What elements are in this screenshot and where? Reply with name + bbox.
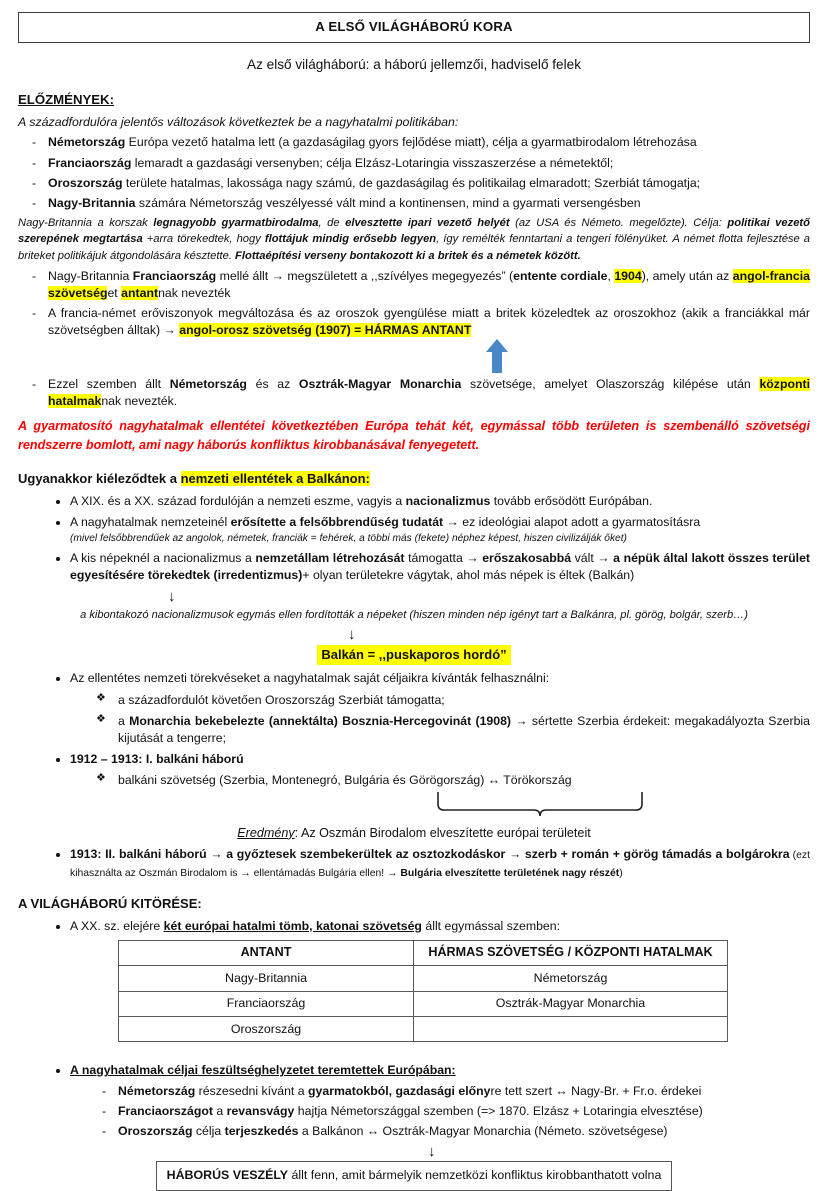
text: et bbox=[107, 286, 122, 301]
text: → ez ideológiai alapot adott a gyarmatosításra bbox=[443, 514, 701, 529]
bold-term: Németország bbox=[118, 1083, 196, 1098]
down-arrow-2: ↓ bbox=[348, 626, 356, 644]
superiority-note: (mivel felsőbbrendűek az angolok, németek, franciák = fehérek, a többi más (fekete) néphez képest, hiszen civilizálják őket) bbox=[70, 532, 627, 544]
bold-term: 1913: II. balkáni háború bbox=[70, 847, 207, 862]
balkan-heading-highlight: nemzeti ellentétek a Balkánon: bbox=[180, 471, 370, 487]
eredmeny-label: Eredmény bbox=[237, 825, 295, 840]
table-header-cell: ANTANT bbox=[119, 940, 414, 966]
note-text: +arra törekedtek, hogy bbox=[142, 233, 265, 246]
balkan-interests-sublist bbox=[84, 692, 810, 748]
list-item bbox=[40, 670, 810, 747]
alliances-table bbox=[118, 940, 728, 1043]
britain-note bbox=[18, 215, 810, 264]
highlight-triple-entente: angol-orosz szövetség (1907) = HÁRMAS ANTANT bbox=[179, 323, 472, 338]
bold-term: entente cordiale bbox=[513, 268, 608, 283]
list-item-entente bbox=[18, 268, 810, 302]
central-powers-list bbox=[18, 376, 810, 410]
text: ) bbox=[619, 867, 623, 879]
text: vált → bbox=[571, 551, 614, 566]
text: állt egymással szemben: bbox=[421, 918, 561, 933]
war1-sublist bbox=[84, 772, 810, 789]
table-cell: Franciaország bbox=[119, 991, 414, 1016]
curly-brace-icon bbox=[436, 790, 648, 822]
list-item bbox=[18, 134, 810, 151]
bold-term: Bulgária elveszítette területének nagy részét bbox=[400, 867, 620, 879]
goals-heading: A nagyhatalmak céljai feszültséghelyzetet teremtettek Európában: bbox=[70, 1063, 456, 1078]
list-item: ❖ balkáni szövetség (Szerbia, Montenegró, Bulgária és Görögország) ↔ Törökország bbox=[84, 772, 810, 789]
bold-term: erősítette a felsőbbrendűség tudatát bbox=[230, 514, 444, 529]
section-heading-kitorese: A VILÁGHÁBORÚ KITÖRÉSE: bbox=[18, 896, 202, 912]
text: re tett szert ↔ Nagy-Br. + Fr.o. érdekei bbox=[490, 1083, 702, 1098]
table-row bbox=[119, 966, 728, 991]
table-row bbox=[119, 1017, 728, 1042]
list-item bbox=[40, 1062, 810, 1140]
power-name: Nagy-Britannia bbox=[48, 195, 136, 210]
note-text: , de bbox=[318, 217, 346, 230]
highlight-term: antant bbox=[121, 286, 159, 301]
text: A kis népeknél a nacionalizmus a bbox=[70, 551, 256, 566]
underline-term: két európai hatalmi tömb, katonai szövetség bbox=[163, 918, 422, 933]
nationalism-list bbox=[40, 493, 810, 585]
text: , bbox=[607, 268, 615, 283]
text: a bbox=[118, 713, 130, 728]
list-item: ❖ a századfordulót követően Oroszország Szerbiát támogatta; bbox=[84, 692, 810, 709]
text: Az ellentétes nemzeti törekvéseket a nagyhatalmak saját céljaikra kívánták felhasználni: bbox=[70, 671, 550, 686]
note-bold: politikai vezető szerepének megtartása bbox=[18, 217, 810, 246]
goals-list bbox=[40, 1062, 810, 1140]
note-bold: legnagyobb gyarmatbirodalma bbox=[153, 217, 319, 230]
text: részesedni kívánt a bbox=[195, 1083, 309, 1098]
bold-term: Oroszország bbox=[118, 1124, 193, 1139]
table-cell: Németország bbox=[414, 966, 728, 991]
text: és az bbox=[246, 376, 299, 391]
final-box-container bbox=[18, 1161, 810, 1190]
text: Ezzel szemben állt bbox=[48, 376, 170, 391]
note-text: Nagy-Britannia a korszak bbox=[18, 217, 154, 230]
bold-term: Monarchia bekebelezte (annektálta) Bosznia-Hercegovinát (1908) bbox=[129, 713, 512, 728]
bold-term: nacionalizmus bbox=[405, 493, 491, 508]
list-item bbox=[88, 1123, 810, 1140]
text: a bbox=[212, 1103, 227, 1118]
goals-sublist bbox=[88, 1083, 810, 1141]
bold-term: nemzetállam létrehozását bbox=[255, 551, 405, 566]
war-danger-box bbox=[156, 1161, 673, 1190]
power-desc: Európa vezető hatalma lett (a gazdaságilag gyors fejlődése miatt), célja a gyarmatbirodalom létrehozása bbox=[125, 135, 697, 150]
powder-keg-label: Balkán = ,,puskaporos hordó” bbox=[317, 645, 510, 665]
text: (ezt kihasználta az Oszmán Birodalom is → ellentámadás Bulgária ellen! → bbox=[70, 850, 810, 879]
text: nak nevezték. bbox=[101, 393, 178, 408]
bold-term: szerb + román + görög támadás a bolgárokra bbox=[524, 847, 790, 862]
note-bold: flottájuk mindig erősebb legyen bbox=[264, 233, 437, 246]
table-row bbox=[119, 991, 728, 1016]
balkan-heading bbox=[18, 470, 810, 488]
alliances-list bbox=[18, 268, 810, 340]
text: A XIX. és a XX. század fordulóján a nemzeti eszme, vagyis a bbox=[70, 493, 406, 508]
red-summary-paragraph: A gyarmatosító nagyhatalmak ellentétei következtében Európa tehát két, egymással több területen is szembenálló szövetségi rendszerre bomlott, ami nagy háborús konfliktus kirobbanásával fenyegetett. bbox=[18, 419, 810, 452]
text: hajtja Németországgal szemben (=> 1870. Elzász + Lotaringia elvesztése) bbox=[294, 1103, 703, 1118]
power-desc: lemaradt a gazdasági versenyben; célja Elzász-Lotaringia visszaszerzése a németektől; bbox=[131, 155, 614, 170]
balkan-heading-plain: Ugyanakkor kiéleződtek a bbox=[18, 471, 181, 487]
text: állt fenn, amit bármelyik nemzetközi konfliktus kirobbanthatott volna bbox=[288, 1168, 662, 1183]
text: szövetsége, amelyet Olaszország kilépése után bbox=[461, 376, 760, 391]
text: mellé állt → megszületett a ,,szívélyes megegyezés” ( bbox=[216, 268, 514, 283]
blue-arrow-container bbox=[18, 343, 810, 373]
eredmeny-line bbox=[18, 825, 810, 843]
down-arrow-3: ↓ bbox=[428, 1143, 436, 1161]
text: → sértette Szerbia érdekeit: megakadályozta Szerbia kijutását a tengerre; bbox=[118, 713, 810, 745]
bold-term: Osztrák-Magyar Monarchia bbox=[298, 376, 462, 391]
bold-term: a népük által lakott összes terület egyesítésére törekedtek (irredentizmus) bbox=[70, 551, 811, 583]
bold-term: Franciaországot bbox=[118, 1103, 213, 1118]
elozmenyek-lead: A századfordulóra jelentős változások következtek be a nagyhatalmi politikában: bbox=[18, 115, 459, 129]
list-item bbox=[40, 846, 810, 881]
bold-term: erőszakosabbá bbox=[482, 551, 572, 566]
great-powers-list bbox=[18, 134, 810, 212]
list-item bbox=[40, 918, 810, 935]
bold-term: revansvágy bbox=[226, 1103, 295, 1118]
blocks-list bbox=[40, 918, 810, 935]
power-name: Németország bbox=[48, 135, 126, 150]
text: A nagyhatalmak nemzeteinél bbox=[70, 514, 231, 529]
nationalism-note: a kibontakozó nacionalizmusok egymás ellen fordították a népeket (hiszen minden nép igényt tart a Balkánra, pl. görög, bolgár, szerb…) bbox=[80, 608, 748, 621]
balkan-interests-list bbox=[40, 670, 810, 789]
highlight-term: központi hatalmak bbox=[48, 376, 810, 408]
list-item bbox=[40, 493, 810, 510]
text: Nagy-Britannia bbox=[48, 268, 133, 283]
note-bold: elvesztette ipari vezető helyét bbox=[345, 217, 510, 230]
text: + olyan területekre vágytak, ahol más népek is éltek (Balkán) bbox=[302, 568, 635, 583]
text: nak nevezték bbox=[158, 286, 231, 301]
list-item bbox=[40, 514, 810, 546]
bold-term: terjeszkedés bbox=[224, 1124, 299, 1139]
power-desc: területe hatalmas, lakossága nagy számú, de gazdaságilag és politikailag elmaradott; Szerbiát támogatja; bbox=[122, 175, 701, 190]
power-name: Oroszország bbox=[48, 175, 123, 190]
blue-up-arrow-icon bbox=[484, 339, 510, 373]
note-bold: Flottaépítési verseny bontakozott ki a britek és a németek között. bbox=[235, 249, 581, 262]
list-item-central-powers bbox=[18, 376, 810, 410]
list-item bbox=[40, 550, 810, 584]
text: célja bbox=[192, 1124, 225, 1139]
section-heading-elozmenyek: ELŐZMÉNYEK: bbox=[18, 91, 114, 107]
table-cell: Osztrák-Magyar Monarchia bbox=[414, 991, 728, 1016]
text: támogatta → bbox=[404, 551, 483, 566]
list-item bbox=[18, 155, 810, 172]
list-item bbox=[84, 713, 810, 747]
table-cell: Nagy-Britannia bbox=[119, 966, 414, 991]
highlight-term: angol-francia szövetség bbox=[48, 268, 810, 301]
text: ), amely után az bbox=[641, 268, 733, 283]
highlight-year: 1904 bbox=[614, 268, 642, 283]
table-header-cell: HÁRMAS SZÖVETSÉG / KÖZPONTI HATALMAK bbox=[414, 940, 728, 966]
bold-term: Franciaország bbox=[132, 268, 217, 283]
table-cell bbox=[414, 1017, 728, 1042]
note-text: (az USA és Németo. megelőzte). Célja: bbox=[509, 217, 728, 230]
text: tovább erősödött Európában. bbox=[490, 493, 653, 508]
list-item bbox=[88, 1103, 810, 1120]
war2-list bbox=[40, 846, 810, 881]
text: → a győztesek szembekerültek az osztozkodáskor → bbox=[206, 847, 525, 862]
list-item-triple-entente bbox=[18, 305, 810, 339]
table-cell: Oroszország bbox=[119, 1017, 414, 1042]
power-name: Franciaország bbox=[48, 155, 132, 170]
powder-keg-container bbox=[18, 645, 810, 665]
list-item bbox=[18, 195, 810, 212]
table-header-row bbox=[119, 940, 728, 966]
document-subtitle: Az első világháború: a háború jellemzői, hadviselő felek bbox=[247, 57, 581, 73]
bold-term: gyarmatokból, gazdasági előny bbox=[308, 1083, 491, 1098]
list-item bbox=[18, 175, 810, 192]
text: A XX. sz. elejére bbox=[70, 918, 164, 933]
war1-title: 1912 – 1913: I. balkáni háború bbox=[70, 752, 244, 767]
note-text: , így remélték fenntartani a tengeri fölényüket. A német flotta fejlesztése a briteket politikájuk átgondolására késztette. bbox=[18, 233, 810, 262]
power-desc: számára Németország veszélyessé vált mind a kontinensen, mind a gyarmati versengésben bbox=[135, 195, 641, 210]
list-item bbox=[88, 1083, 810, 1100]
bold-term: HÁBORÚS VESZÉLY bbox=[166, 1168, 289, 1183]
text: A francia-német erőviszonyok megváltozása és az oroszok gyengülése miatt a britek közeledtek az oroszokhoz (akik a franciákkal már szövetségben álltak) → bbox=[48, 306, 810, 338]
list-item bbox=[40, 751, 810, 789]
brace-container bbox=[18, 794, 810, 824]
text: a Balkánon ↔ Osztrák-Magyar Monarchia (Németo. szövetségese) bbox=[298, 1124, 668, 1139]
document-title: A ELSŐ VILÁGHÁBORÚ KORA bbox=[18, 12, 810, 43]
down-arrow-1: ↓ bbox=[168, 587, 176, 605]
eredmeny-text: : Az Oszmán Birodalom elveszítette európai területeit bbox=[294, 825, 591, 840]
bold-term: Németország bbox=[169, 376, 247, 391]
